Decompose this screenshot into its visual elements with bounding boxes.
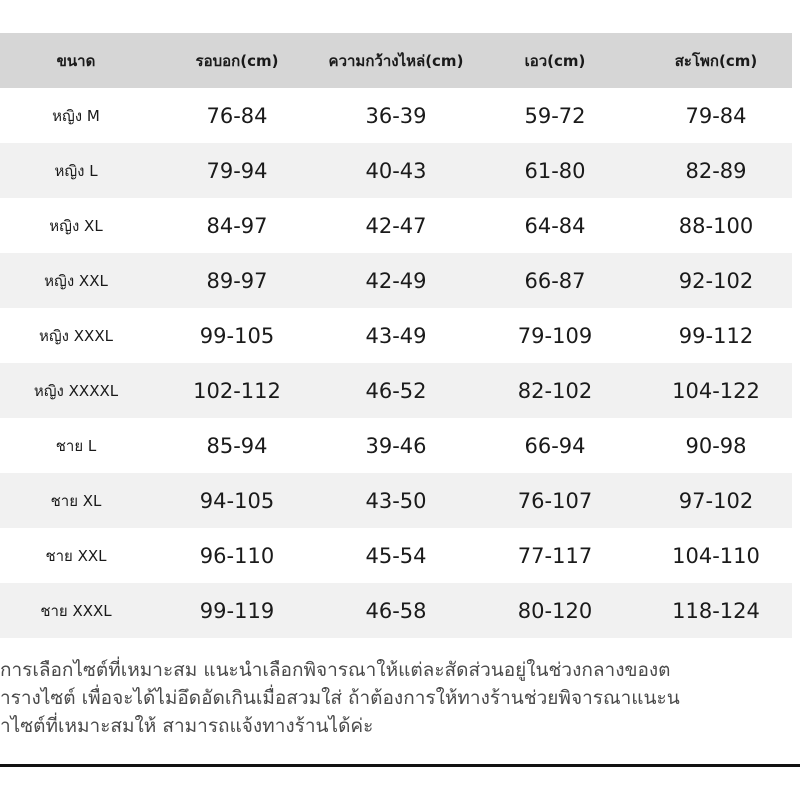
size-cell: ชาย XL bbox=[0, 473, 152, 528]
hip-cell: 118-124 bbox=[640, 583, 792, 638]
shoulder-width-cell: 45-54 bbox=[365, 543, 427, 568]
waist-cell: 79-109 bbox=[517, 323, 593, 348]
hip-cell: 97-102 bbox=[640, 473, 792, 528]
size-cell: หญิง M bbox=[52, 106, 100, 125]
chest-cell: 76-84 bbox=[206, 103, 268, 128]
chest-cell: 79-94 bbox=[152, 143, 322, 198]
note-line: การเลือกไซต์ที่เหมาะสม แนะนำเลือกพิจารณาให้แต่ละสัดส่วนอยู่ในช่วงกลางของต bbox=[0, 659, 671, 681]
table-row bbox=[0, 198, 792, 253]
size-advice-note bbox=[0, 656, 800, 740]
chest-cell: 84-97 bbox=[206, 213, 268, 238]
size-chart-table bbox=[0, 33, 792, 638]
waist-cell: 82-102 bbox=[470, 363, 640, 418]
table-row bbox=[0, 253, 792, 308]
shoulder-width-cell: 39-46 bbox=[365, 433, 427, 458]
hip-cell: 79-84 bbox=[685, 103, 747, 128]
hip-cell: 90-98 bbox=[685, 433, 747, 458]
waist-cell: 80-120 bbox=[470, 583, 640, 638]
table-row bbox=[0, 418, 792, 473]
waist-cell: 61-80 bbox=[470, 143, 640, 198]
hip-cell: 99-112 bbox=[678, 323, 754, 348]
waist-cell: 76-107 bbox=[470, 473, 640, 528]
table-row bbox=[0, 363, 792, 418]
chest-cell: 99-119 bbox=[152, 583, 322, 638]
note-line: าไซต์ที่เหมาะสมให้ สามารถแจ้งทางร้านได้ค่ะ bbox=[0, 715, 374, 737]
waist-cell: 59-72 bbox=[524, 103, 586, 128]
chest-cell: 89-97 bbox=[152, 253, 322, 308]
waist-cell: 64-84 bbox=[524, 213, 586, 238]
shoulder-width-cell: 43-49 bbox=[365, 323, 427, 348]
note-line: ารางไซต์ เพื่อจะได้ไม่อึดอัดเกินเมื่อสวมใส่ ถ้าต้องการให้ทางร้านช่วยพิจารณาแนะน bbox=[0, 687, 680, 709]
size-cell: หญิง L bbox=[0, 143, 152, 198]
header-waist: เอว(cm) bbox=[470, 33, 640, 88]
shoulder-width-cell: 46-58 bbox=[322, 583, 470, 638]
chest-cell: 99-105 bbox=[199, 323, 275, 348]
hip-cell: 104-110 bbox=[672, 543, 760, 568]
shoulder-width-cell: 40-43 bbox=[322, 143, 470, 198]
size-cell: ชาย L bbox=[55, 436, 97, 455]
table-row bbox=[0, 308, 792, 363]
waist-cell: 66-87 bbox=[470, 253, 640, 308]
waist-cell: 77-117 bbox=[517, 543, 593, 568]
shoulder-width-cell: 36-39 bbox=[365, 103, 427, 128]
header-shoulder-width: ความกว้างไหล่(cm) bbox=[322, 33, 470, 88]
shoulder-width-cell: 42-47 bbox=[365, 213, 427, 238]
chest-cell: 96-110 bbox=[199, 543, 275, 568]
chest-cell: 102-112 bbox=[152, 363, 322, 418]
chest-cell: 85-94 bbox=[206, 433, 268, 458]
table-row bbox=[0, 143, 792, 198]
table-row bbox=[0, 473, 792, 528]
header-chest: รอบอก(cm) bbox=[152, 33, 322, 88]
table-header-row bbox=[0, 33, 792, 88]
table-row bbox=[0, 583, 792, 638]
size-cell: หญิง XXXL bbox=[39, 326, 113, 345]
header-hip: สะโพก(cm) bbox=[640, 33, 792, 88]
hip-cell: 92-102 bbox=[640, 253, 792, 308]
chest-cell: 94-105 bbox=[152, 473, 322, 528]
size-cell: ชาย XXL bbox=[45, 546, 107, 565]
waist-cell: 66-94 bbox=[524, 433, 586, 458]
size-cell: หญิง XXL bbox=[0, 253, 152, 308]
hip-cell: 104-122 bbox=[640, 363, 792, 418]
shoulder-width-cell: 43-50 bbox=[322, 473, 470, 528]
table-body bbox=[0, 88, 792, 638]
shoulder-width-cell: 42-49 bbox=[322, 253, 470, 308]
table-row bbox=[0, 88, 792, 143]
shoulder-width-cell: 46-52 bbox=[322, 363, 470, 418]
hip-cell: 82-89 bbox=[640, 143, 792, 198]
bottom-divider bbox=[0, 764, 800, 767]
header-size: ขนาด bbox=[0, 33, 152, 88]
hip-cell: 88-100 bbox=[678, 213, 754, 238]
table-row bbox=[0, 528, 792, 583]
size-cell: หญิง XXXXL bbox=[0, 363, 152, 418]
size-cell: หญิง XL bbox=[49, 216, 103, 235]
size-cell: ชาย XXXL bbox=[0, 583, 152, 638]
